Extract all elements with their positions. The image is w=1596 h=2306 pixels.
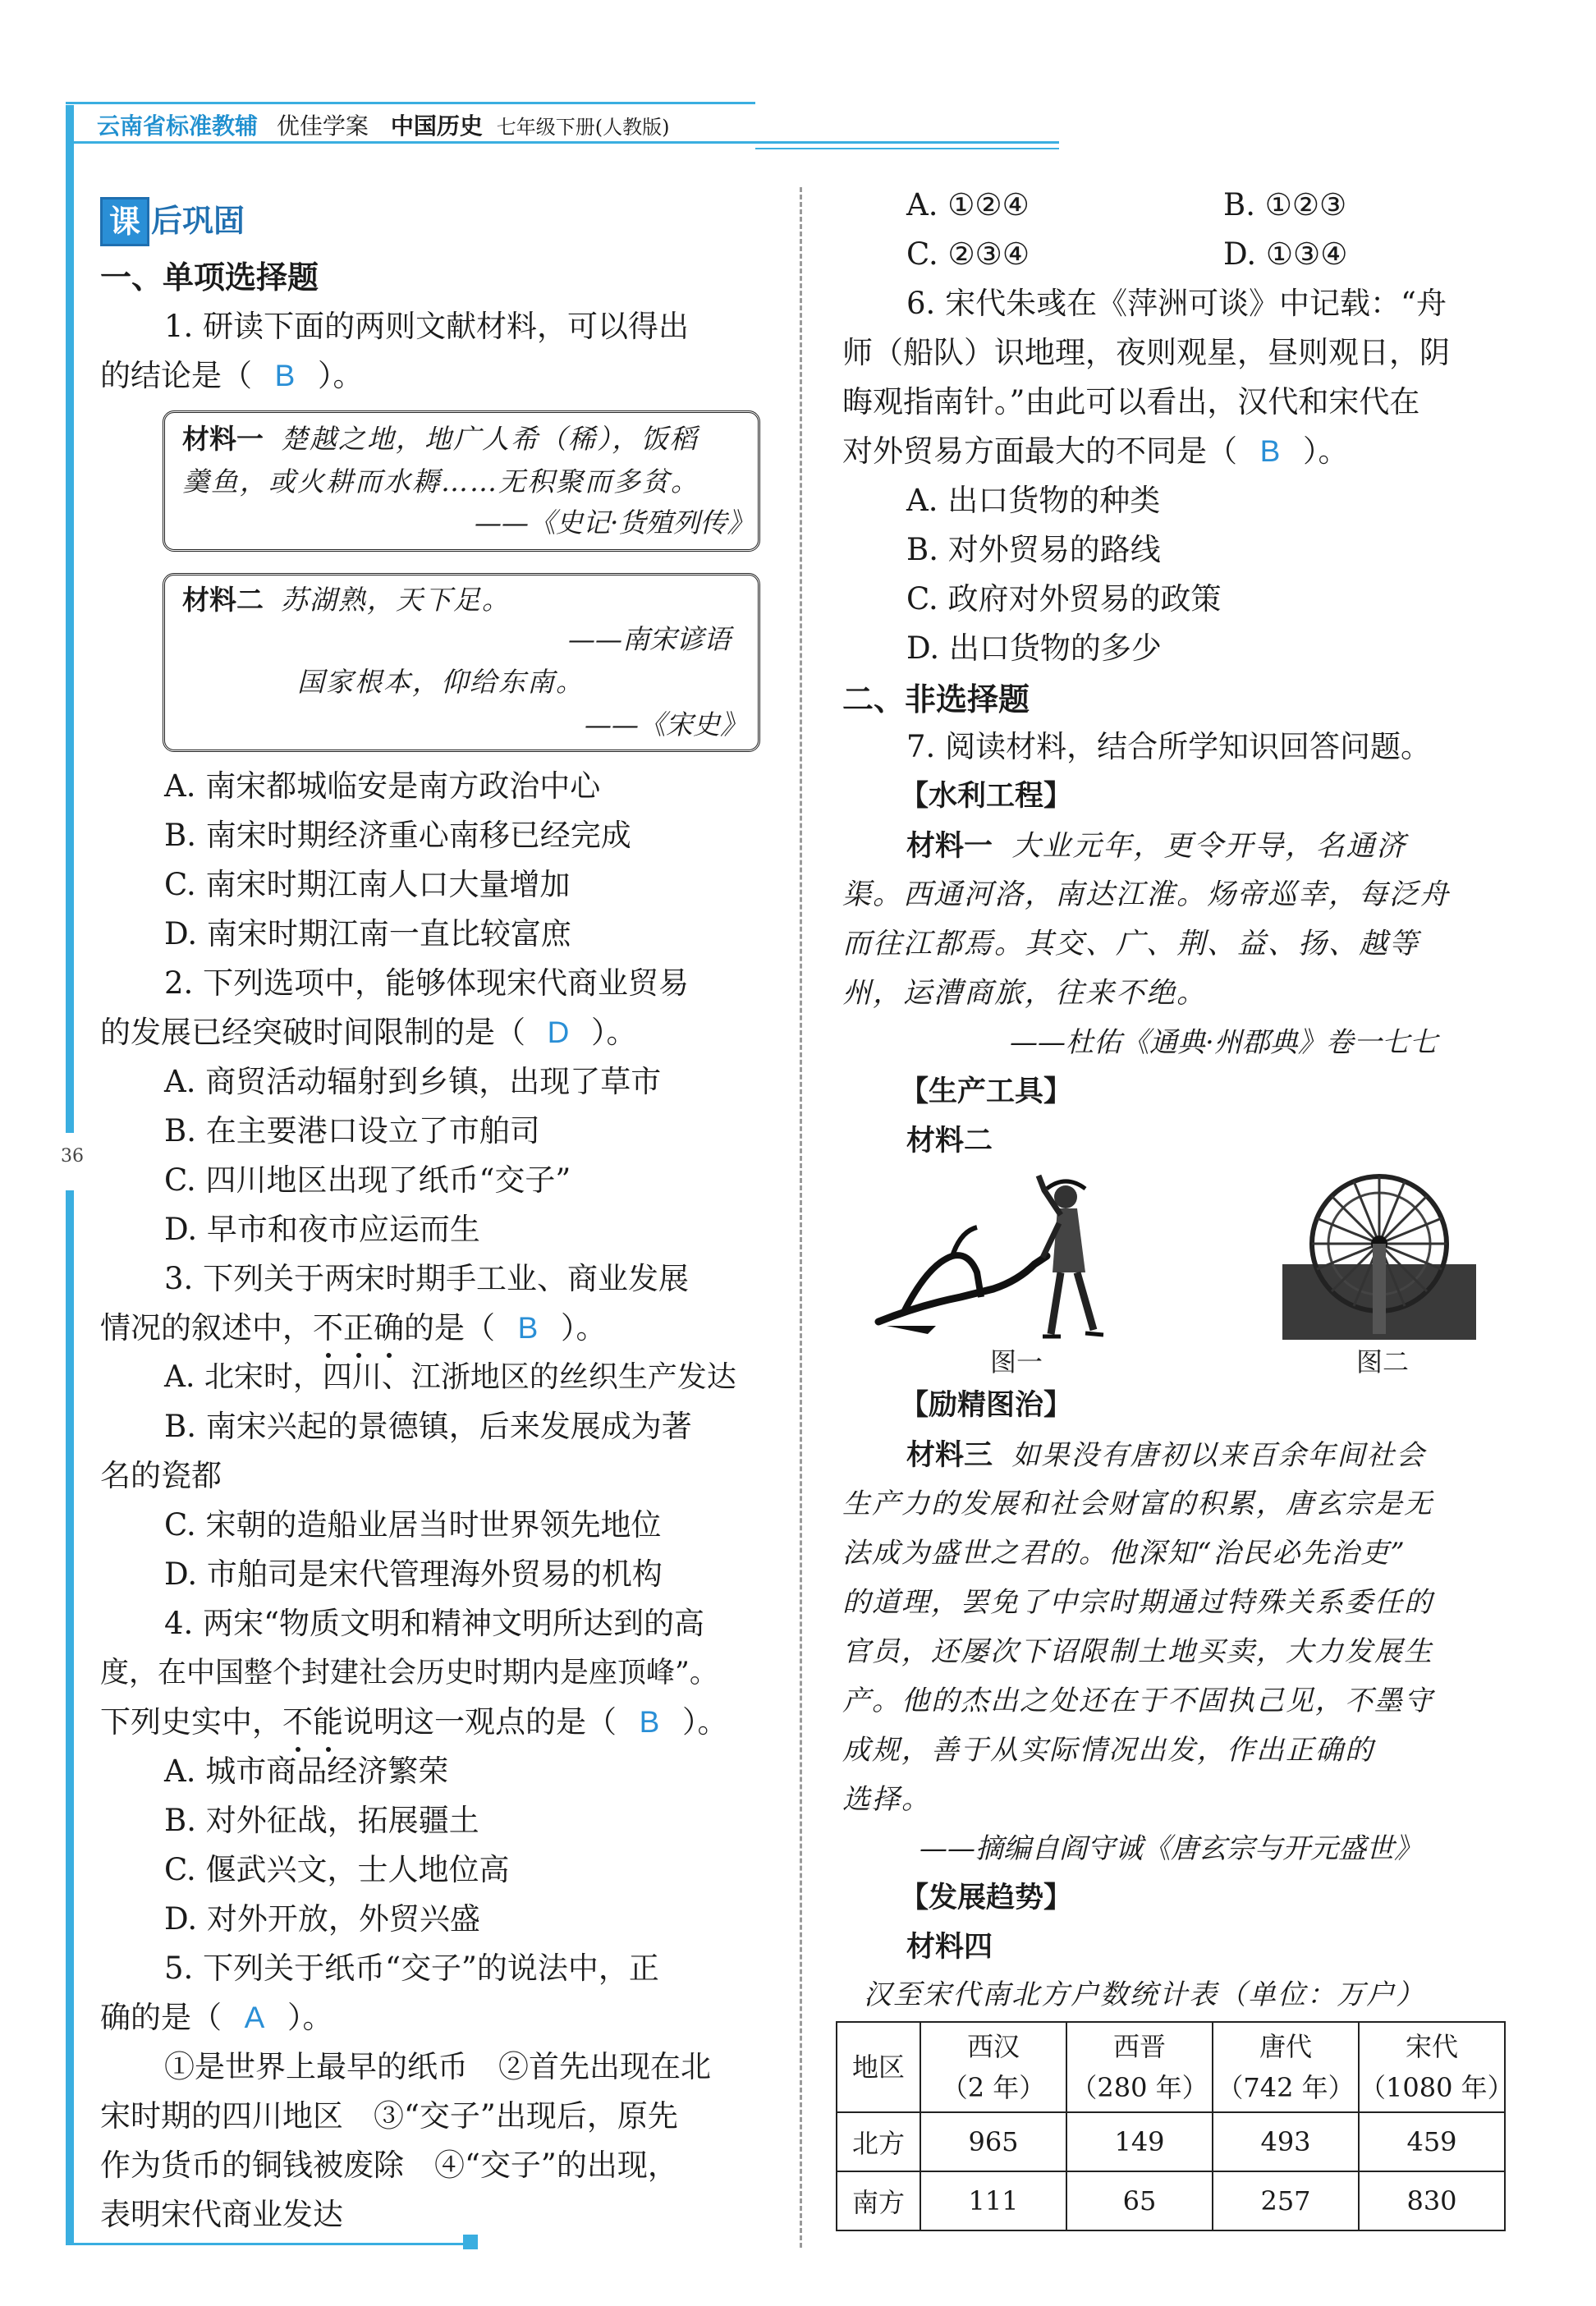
table-cell: 257 — [1213, 2171, 1359, 2230]
col-year: （2 年） — [941, 2072, 1046, 2103]
header-series: 优佳学案 — [276, 112, 369, 140]
q6-stem-1: 6. 宋代朱彧在《萍洲可谈》中记载：“舟 — [906, 286, 1447, 321]
household-stats-table — [836, 2021, 1514, 2231]
col-name: 唐代 — [1259, 2031, 1312, 2062]
col-name: 西晋 — [1112, 2031, 1166, 2062]
q5-option-c: C. ②③④ — [906, 236, 1030, 272]
page-number: 36 — [61, 1146, 84, 1167]
col-year: （280 年） — [1071, 2072, 1208, 2103]
header-brand: 云南省标准教辅 — [97, 112, 259, 140]
q7-heading-governance: 【励精图治】 — [900, 1389, 1073, 1422]
col-year: （1080 年） — [1360, 2072, 1514, 2103]
table-cell: 111 — [920, 2171, 1066, 2230]
row-region: 南方 — [837, 2171, 920, 2230]
q7-m3-source: ——摘编自阎守诚《唐玄宗与开元盛世》 — [920, 1832, 1422, 1865]
q5-answer: A — [244, 2001, 265, 2034]
q3-emph-2: 正 — [343, 1304, 374, 1353]
q4-option-a: A. 城市商品经济繁荣 — [164, 1754, 449, 1789]
q1-box1-label: 材料一 — [182, 423, 264, 455]
q5-stem-2 — [100, 1993, 333, 2042]
q5-items-3: 作为货币的铜钱被废除 ④“交子”的出现， — [100, 2148, 678, 2183]
q6-option-b: B. 对外贸易的路线 — [906, 532, 1161, 567]
q5-items-1: ①是世界上最早的纸币 ②首先出现在北 — [164, 2049, 711, 2084]
q4-option-b: B. 对外征战，拓展疆土 — [164, 1803, 479, 1838]
q7-m1-text-2: 渠。西通河洛，南达江淮。炀帝巡幸，每泛舟 — [842, 878, 1451, 911]
q3-option-d: D. 市舶司是宋代管理海外贸易的机构 — [164, 1556, 663, 1592]
q7-m3-text-8: 选择。 — [842, 1783, 931, 1816]
header-bottom-rule-2 — [755, 148, 1059, 149]
q3-option-a: A. 北宋时，四川、江浙地区的丝织生产发达 — [164, 1360, 736, 1394]
q6-stem-4 — [842, 427, 1349, 476]
bottom-rule — [66, 2243, 476, 2245]
q3-stem-2b: ）。 — [561, 1310, 607, 1346]
q4-answer: B — [639, 1705, 660, 1739]
q5-stem-2b: ）。 — [287, 2000, 333, 2035]
q6-option-d: D. 出口货物的多少 — [906, 630, 1162, 666]
table-col-header — [1359, 2022, 1514, 2112]
q1-box1-line1 — [182, 417, 698, 461]
q6-stem-4b: ）。 — [1303, 433, 1349, 469]
q7-stem: 7. 阅读材料，结合所学知识回答问题。 — [906, 729, 1432, 764]
q3-emph-1: 不 — [313, 1304, 343, 1353]
q4-option-c: C. 偃武兴文，士人地位高 — [164, 1852, 510, 1887]
table-cell: 965 — [920, 2112, 1066, 2171]
q4-stem-3 — [100, 1698, 728, 1747]
q1-stem-2 — [100, 351, 364, 401]
table-row — [837, 2171, 1505, 2230]
q5-stem-1: 5. 下列关于纸币“交子”的说法中，正 — [164, 1951, 659, 1986]
q1-box2-source-2: ——《宋史》 — [585, 708, 747, 740]
q7-m3-text-2: 生产力的发展和社会财富的积累，唐玄宗是无 — [842, 1488, 1433, 1520]
q3-stem-2a: 情况的叙述中， — [100, 1310, 313, 1346]
q7-m1-label: 材料一 — [906, 830, 993, 863]
column-divider — [800, 187, 802, 2248]
q1-box2-text-1: 苏湖熟，天下足。 — [280, 584, 511, 616]
section-badge: 课 — [100, 197, 149, 246]
q2-option-c: C. 四川地区出现了纸币“交子” — [164, 1162, 571, 1198]
q5-option-d: D. ①③④ — [1223, 236, 1348, 272]
q2-stem-2a: 的发展已经突破时间限制的是（ — [100, 1015, 525, 1050]
q3-stem-2 — [100, 1304, 607, 1353]
table-cell: 149 — [1066, 2112, 1213, 2171]
figure-2-caption: 图二 — [1356, 1346, 1410, 1378]
header-bottom-rule — [66, 141, 1059, 144]
q1-box1-text-1: 楚越之地，地广人希（稀），饭稻 — [280, 423, 699, 455]
part2-title: 二、非选择题 — [842, 681, 1030, 717]
q1-box2-text-2: 国家根本，仰给东南。 — [297, 666, 585, 698]
q2-option-b: B. 在主要港口设立了市舶司 — [164, 1113, 540, 1148]
q4-stem-1: 4. 两宋“物质文明和精神文明所达到的高 — [164, 1606, 704, 1641]
q1-option-c: C. 南宋时期江南人口大量增加 — [164, 867, 571, 902]
q7-m3-text-6: 产。他的杰出之处还在于不固执己见，不墨守 — [842, 1685, 1433, 1717]
section-title: 后巩固 — [151, 203, 245, 239]
col-name: 西汉 — [966, 2031, 1020, 2062]
q7-m3-text-3: 法成为盛世之君的。他深知“治民必先治吏” — [842, 1537, 1406, 1570]
q7-m1-text-4: 州，运漕商旅，往来不绝。 — [842, 977, 1208, 1010]
header-top-rule — [66, 102, 755, 104]
q2-option-d: D. 早市和夜市应运而生 — [164, 1212, 480, 1247]
q7-m3-text-1: 如果没有唐初以来百余年间社会 — [1011, 1439, 1426, 1472]
q3-emph-3: 确 — [374, 1304, 404, 1353]
q4-stem-2: 度，在中国整个封建社会历史时期内是座顶峰”。 — [100, 1657, 718, 1689]
table-col-header — [1213, 2022, 1359, 2112]
table-cell: 830 — [1359, 2171, 1505, 2230]
q1-stem-1: 1. 研读下面的两则文献材料，可以得出 — [164, 309, 690, 344]
table-cell: 65 — [1066, 2171, 1213, 2230]
q6-stem-3: 晦观指南针。”由此可以看出，汉代和宋代在 — [842, 384, 1420, 419]
q3-answer: B — [517, 1311, 539, 1345]
q3-stem-2c: 的是（ — [404, 1310, 495, 1346]
q7-m1-text-1: 大业元年，更令开导，名通济 — [1011, 830, 1407, 863]
q3-option-b: B. 南宋兴起的景德镇，后来发展成为著 — [164, 1409, 692, 1444]
q7-m3-text-7: 成规，善于从实际情况出发，作出正确的 — [842, 1734, 1374, 1767]
q4-stem-3b: ）。 — [682, 1704, 728, 1740]
q5-option-b: B. ①②③ — [1223, 187, 1347, 222]
q6-option-a: A. 出口货物的种类 — [906, 483, 1161, 518]
q4-emph-2: 能 — [313, 1698, 343, 1747]
q6-answer: B — [1259, 434, 1281, 468]
table-col-header — [1066, 2022, 1213, 2112]
row-region: 北方 — [837, 2112, 920, 2171]
q7-m3-line1 — [906, 1430, 1426, 1480]
plow-farmer-illustration — [870, 1166, 1133, 1346]
q7-heading-tools: 【生产工具】 — [900, 1075, 1073, 1108]
col-name: 宋代 — [1405, 2031, 1458, 2062]
q6-option-c: C. 政府对外贸易的政策 — [906, 581, 1222, 617]
q6-stem-2: 师（船队）识地理，夜则观星，昼则观日，阴 — [842, 335, 1450, 370]
table-cell: 493 — [1213, 2112, 1359, 2171]
q7-m3-label: 材料三 — [906, 1439, 993, 1472]
bottom-marker — [463, 2235, 478, 2249]
q7-m1-source: ——杜佑《通典·州郡典》卷一七七 — [1010, 1026, 1438, 1059]
q3-option-c: C. 宋朝的造船业居当时世界领先地位 — [164, 1507, 662, 1543]
q7-m3-text-4: 的道理，罢免了中宗时期通过特殊关系委任的 — [842, 1586, 1433, 1619]
q1-option-b: B. 南宋时期经济重心南移已经完成 — [164, 818, 631, 853]
water-wheel-illustration — [1281, 1166, 1478, 1341]
q2-stem-2 — [100, 1008, 637, 1057]
q1-stem-2a: 的结论是（ — [100, 358, 252, 393]
q1-stem-2b: ）。 — [318, 358, 364, 393]
q2-stem-2b: ）。 — [591, 1015, 637, 1050]
q1-box1-source: ——《史记·货殖列传》 — [475, 507, 754, 539]
q1-box2-line1 — [182, 578, 511, 622]
q2-answer: D — [547, 1015, 570, 1049]
q4-option-d: D. 对外开放，外贸兴盛 — [164, 1901, 480, 1937]
q4-stem-3c: 说明这一观点的是（ — [343, 1704, 617, 1740]
q1-answer: B — [274, 359, 296, 392]
q3-option-b-cont: 名的瓷都 — [100, 1458, 222, 1493]
q1-option-a: A. 南宋都城临安是南方政治中心 — [164, 768, 601, 804]
q2-stem-1: 2. 下列选项中，能够体现宋代商业贸易 — [164, 965, 690, 1001]
q4-stem-3a: 下列史实中， — [100, 1704, 282, 1740]
table-corner: 地区 — [837, 2022, 920, 2112]
q7-m1-line1 — [906, 821, 1407, 871]
q7-m1-text-3: 而往江都焉。其交、广、荆、益、扬、越等 — [842, 928, 1420, 960]
q7-heading-water: 【水利工程】 — [900, 780, 1073, 813]
q1-option-d: D. 南宋时期江南一直比较富庶 — [164, 916, 571, 951]
q1-box2-label: 材料二 — [182, 584, 264, 616]
table-cell: 459 — [1359, 2112, 1505, 2171]
part1-title: 一、单项选择题 — [100, 259, 319, 296]
table-title: 汉至宋代南北方户数统计表（单位：万户） — [864, 1978, 1425, 2011]
q4-emph-1: 不 — [282, 1698, 313, 1747]
q1-box2-source-1: ——南宋谚语 — [568, 623, 731, 655]
q7-m4-label: 材料四 — [906, 1931, 993, 1964]
q5-stem-2a: 确的是（ — [100, 2000, 222, 2035]
q5-items-4: 表明宋代商业发达 — [100, 2197, 343, 2232]
header-subject: 中国历史 — [390, 112, 483, 140]
table-col-header — [920, 2022, 1066, 2112]
q2-option-a: A. 商贸活动辐射到乡镇，出现了草市 — [164, 1064, 662, 1099]
header-grade: 七年级下册(人教版) — [496, 116, 670, 139]
q7-m2-label: 材料二 — [906, 1125, 993, 1158]
running-header — [97, 108, 670, 141]
table-row — [837, 2112, 1505, 2171]
q5-option-a: A. ①②④ — [906, 187, 1030, 222]
q6-stem-4a: 对外贸易方面最大的不同是（ — [842, 433, 1237, 469]
q7-heading-trend: 【发展趋势】 — [900, 1882, 1073, 1914]
q7-m3-text-5: 官员，还屡次下诏限制土地买卖，大力发展生 — [842, 1635, 1433, 1668]
q5-items-2: 宋时期的四川地区 ③“交子”出现后，原先 — [100, 2098, 678, 2134]
q3-stem-1: 3. 下列关于两宋时期手工业、商业发展 — [164, 1261, 690, 1296]
q1-box1-text-2: 羹鱼，或火耕而水耨……无积聚而多贫。 — [182, 465, 699, 497]
figure-1-caption: 图一 — [990, 1346, 1043, 1378]
col-year: （742 年） — [1217, 2072, 1355, 2103]
